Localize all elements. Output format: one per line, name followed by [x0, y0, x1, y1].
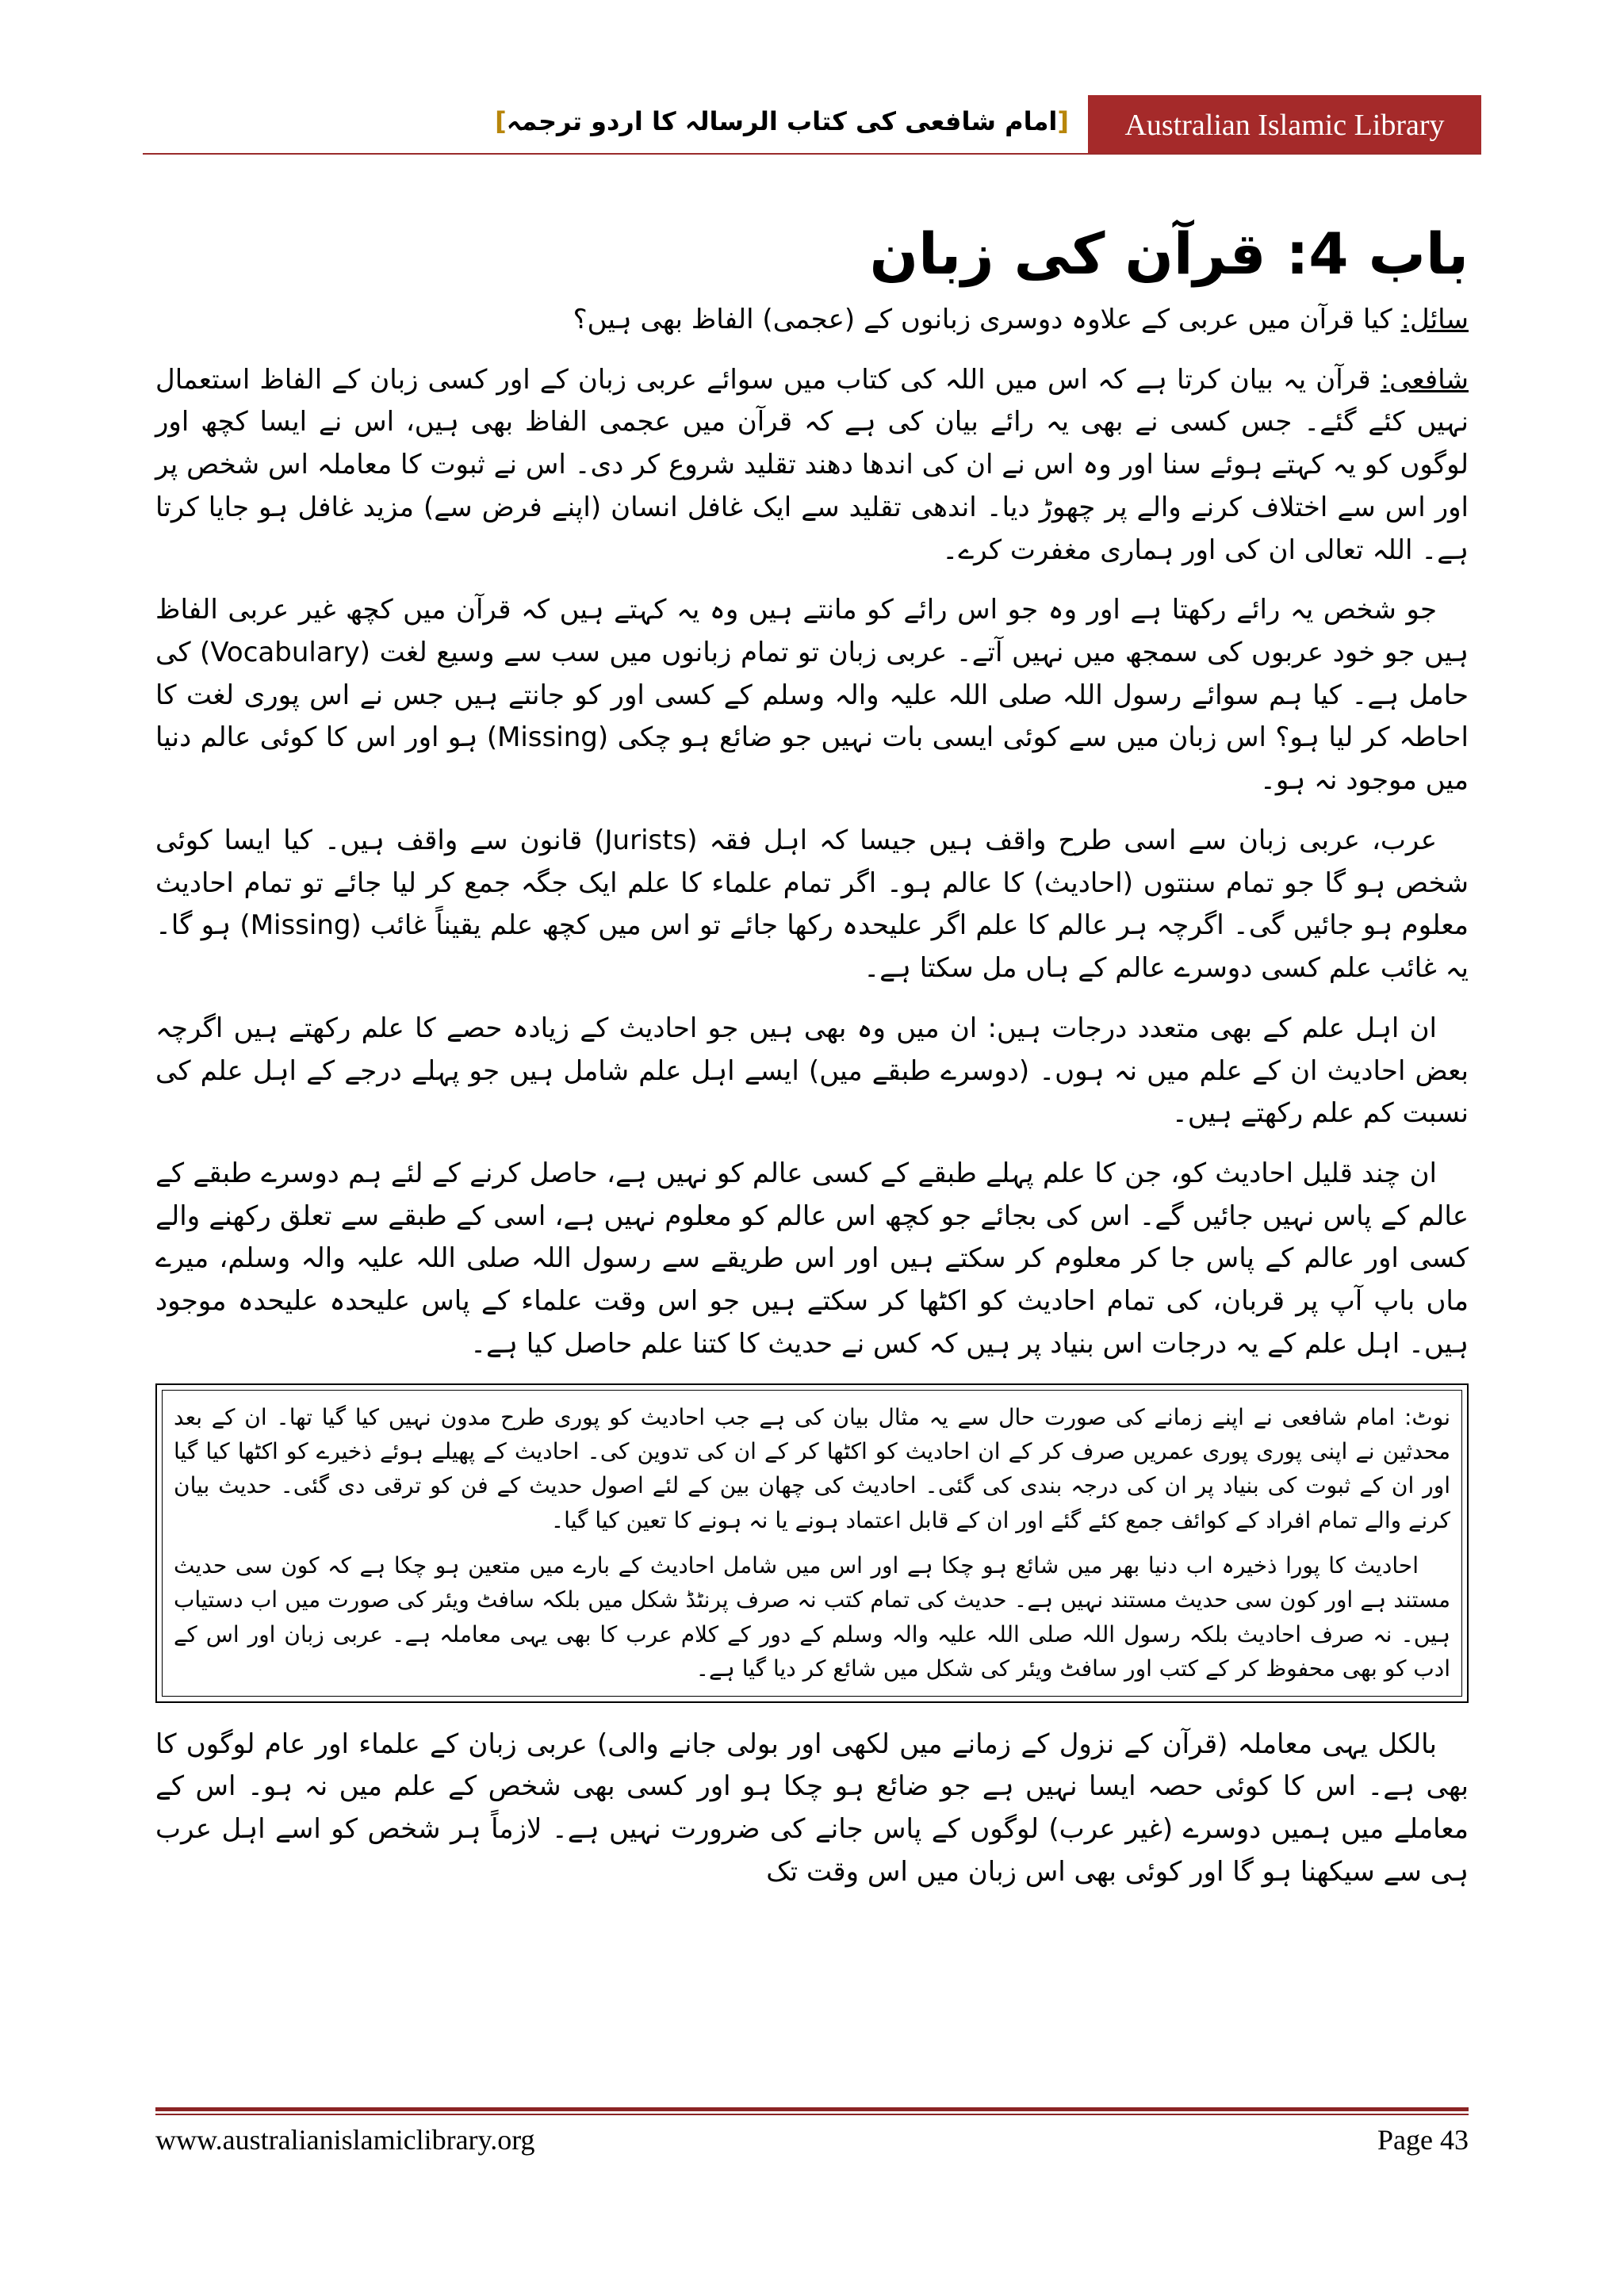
chapter-title	[155, 218, 1469, 289]
body-paragraph: ان چند قلیل احادیث کو، جن کا علم پہلے طبقے کے کسی عالم کو نہیں ہے، حاصل کرنے کے لئے ہم دوسرے طبقے کے عالم کے پاس نہیں جائیں گے۔ اس کی بجائے جو کچھ اس عالم کو معلوم نہیں ہے، اسی کے طبقے سے تعلق رکھنے والے کسی اور عالم کے پاس جا کر معلوم کر سکتے ہیں اور اس طریقے سے رسول اللہ صلی اللہ علیہ والہ وسلم، میرے ماں باپ آپ پر قربان، کی تمام احادیث کو اکٹھا کر سکتے ہیں جو اس وقت علماء کے پاس علیحدہ علیحدہ موجود ہیں۔ اہل علم کے یہ درجات اس بنیاد پر ہیں کہ کس نے حدیث کا کتنا علم حاصل کیا ہے۔	[155, 1157, 1469, 1360]
question-paragraph	[155, 299, 1469, 342]
page-content	[155, 218, 1469, 1911]
answer-paragraph	[155, 359, 1469, 572]
chapter-prefix: باب	[1368, 220, 1469, 287]
running-title	[495, 106, 1069, 136]
brand-name: Australian Islamic Library	[1124, 108, 1445, 142]
page-header	[143, 95, 1481, 155]
body-paragraph: جو شخص یہ رائے رکھتا ہے اور وہ جو اس رائے کو مانتے ہیں وہ یہ کہتے ہیں کہ قرآن میں کچھ غیر عربی الفاظ ہیں جو خود عربوں کی سمجھ میں نہیں آتے۔ عربی زبان تو تمام زبانوں میں سب سے وسیع لغت (Vocabulary) کی حامل ہے۔ کیا ہم سوائے رسول اللہ صلی اللہ علیہ والہ وسلم کے کسی اور کو جانتے ہیں جس نے اس پوری لغت کا احاطہ کر لیا ہو؟ اس زبان میں سے کوئی ایسی بات نہیں جو ضائع ہو چکی (Missing) ہو اور اس کا کوئی عالم دنیا میں موجود نہ ہو۔	[155, 594, 1469, 797]
note-box	[155, 1383, 1469, 1703]
running-title-open-bracket: [	[1057, 106, 1069, 136]
question-text: کیا قرآن میں عربی کے علاوہ دوسری زبانوں کے (عجمی) الفاظ بھی ہیں؟	[573, 304, 1401, 335]
footer-url: www.australianislamiclibrary.org	[155, 2124, 535, 2156]
chapter-title-text: : قرآن کی زبان	[869, 220, 1309, 287]
page-number: Page 43	[1377, 2124, 1469, 2156]
chapter-number: 4	[1308, 220, 1349, 287]
note-inner	[162, 1390, 1462, 1697]
final-paragraph: بالکل یہی معاملہ (قرآن کے نزول کے زمانے میں لکھی اور بولی جانے والی) عربی زبان کے علماء اور عام لوگوں کا بھی ہے۔ اس کا کوئی حصہ ایسا نہیں ہے جو ضائع ہو چکا ہو اور کسی بھی شخص کے علم میں نہ ہو۔ اس کے معاملے میں ہمیں دوسرے (غیر عرب) لوگوں کے پاس جانے کی ضرورت نہیں ہے۔ لازماً ہر شخص کو اسے اہل عرب ہی سے سیکھنا ہو گا اور کوئی بھی اس زبان میں اس وقت تک	[155, 1728, 1469, 1888]
body-paragraph: ان اہل علم کے بھی متعدد درجات ہیں: ان میں وہ بھی ہیں جو احادیث کے زیادہ حصے کا علم رکھتے ہیں اگرچہ بعض احادیث ان کے علم میں نہ ہوں۔ (دوسرے طبقے میں) ایسے اہل علم شامل ہیں جو پہلے درجے کے اہل علم کی نسبت کم علم رکھتے ہیں۔	[155, 1012, 1469, 1130]
running-title-text: امام شافعی کی کتاب الرسالہ کا اردو ترجمہ	[506, 106, 1058, 136]
running-title-close-bracket: ]	[495, 106, 507, 136]
body-paragraph: عرب، عربی زبان سے اسی طرح واقف ہیں جیسا کہ اہل فقہ (Jurists) قانون سے واقف ہیں۔ کیا ایسا کوئی شخص ہو گا جو تمام سنتوں (احادیث) کا عالم ہو۔ اگر تمام علماء کا علم ایک جگہ جمع کر لیا جائے تو تمام احادیث معلوم ہو جائیں گی۔ اگرچہ ہر عالم کا علم اگر علیحدہ رکھا جائے تو اس میں کچھ علم یقیناً غائب (Missing) ہو گا۔ یہ غائب علم کسی دوسرے عالم کے ہاں مل سکتا ہے۔	[155, 824, 1469, 985]
answer-text: قرآن یہ بیان کرتا ہے کہ اس میں اللہ کی کتاب میں سوائے عربی زبان کے اور کسی زبان کے الفاظ استعمال نہیں کئے گئے۔ جس کسی نے بھی یہ رائے بیان کی ہے کہ قرآن میں عجمی الفاظ بھی ہیں، اس نے ایسا کچھ اور لوگوں کو یہ کہتے ہوئے سنا اور وہ اس نے ان کی اندھا دھند تقلید شروع کر دی۔ اس نے ثبوت کا معاملہ اس شخص پر اور اس سے اختلاف کرنے والے پر چھوڑ دیا۔ اندھی تقلید سے ایک غافل انسان (اپنے فرض سے) مزید غافل ہو جایا کرتا ہے۔ اللہ تعالی ان کی اور ہماری مغفرت کرے۔	[155, 363, 1469, 566]
note-paragraph: احادیث کا پورا ذخیرہ اب دنیا بھر میں شائع ہو چکا ہے اور اس میں شامل احادیث کے بارے میں متعین ہو چکا ہے کہ کون سی حدیث مستند ہے اور کون سی حدیث مستند نہیں ہے۔ حدیث کی تمام کتب نہ صرف پرنٹڈ شکل میں بلکہ سافٹ ویئر کی صورت میں اب دستیاب ہیں۔ نہ صرف احادیث بلکہ رسول اللہ صلی اللہ علیہ والہ وسلم کے دور کے کلام عرب کا بھی یہی معاملہ ہے۔ عربی زبان اور اس کے ادب کو بھی محفوظ کر کے کتب اور سافٹ ویئر کی شکل میں شائع کر دیا گیا ہے۔	[174, 1552, 1450, 1682]
note-paragraph: نوٹ: امام شافعی نے اپنے زمانے کی صورت حال سے یہ مثال بیان کی ہے جب احادیث کو پوری طرح مدون نہیں کیا گیا تھا۔ ان کے بعد محدثین نے اپنی پوری پوری عمریں صرف کر کے ان احادیث کو اکٹھا کر کے ان کی تدوین کی۔ احادیث کے پھیلے ہوئے ذخیرے کو اکٹھا کیا گیا اور ان کے ثبوت کی بنیاد پر ان کی درجہ بندی کی گئی۔ احادیث کی چھان بین کے لئے اصول حدیث کے فن کو ترقی دی گئی۔ حدیث بیان کرنے والے تمام افراد کے کوائف جمع کئے گئے اور ان کے قابل اعتماد ہونے یا نہ ہونے کا تعین کیا گیا۔	[174, 1403, 1450, 1533]
answer-label: شافعی:	[1380, 363, 1469, 396]
header-rule	[143, 153, 1481, 155]
brand-box	[1088, 95, 1481, 155]
question-label: سائل:	[1400, 304, 1469, 335]
footer-rule	[155, 2107, 1469, 2115]
